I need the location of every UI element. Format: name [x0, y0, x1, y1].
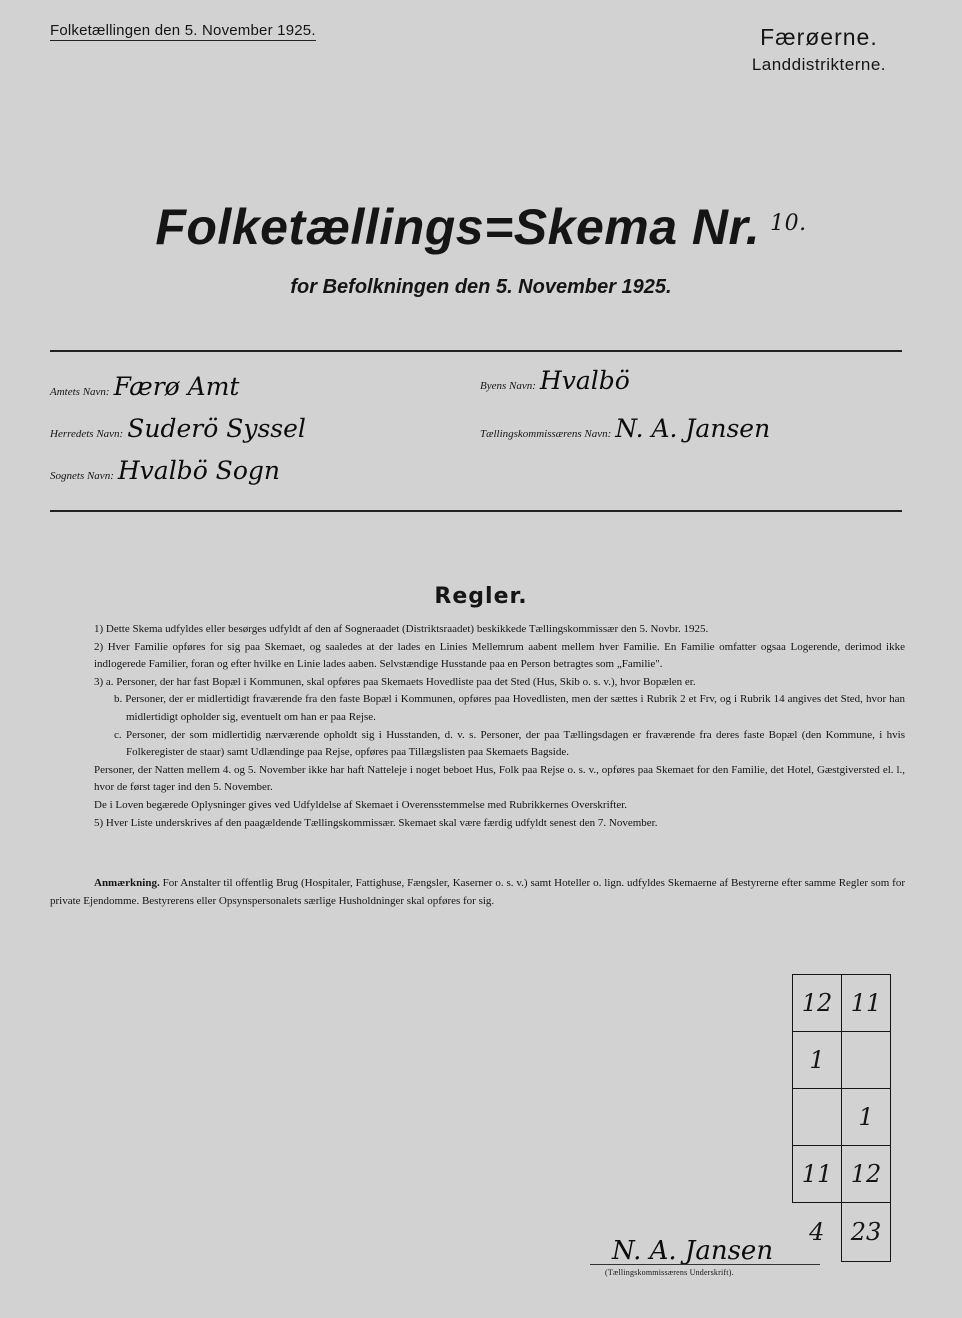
signature-caption: (Tællingskommissærens Underskrift).: [605, 1268, 734, 1277]
tally-row: [793, 1146, 891, 1203]
census-date-header: Folketællingen den 5. November 1925.: [50, 22, 316, 39]
herred-field: [50, 414, 306, 443]
rule-1: 1) Dette Skema udfyldes eller besørges udfyldt af den af Sogneraadet (Distriktsraadet) beskikkede Tællingskommissær den 5. Novbr. 1925.: [94, 623, 709, 635]
form-number: 10.: [770, 211, 807, 236]
subregion-name: Landdistrikterne.: [751, 55, 886, 74]
byen-field: [480, 366, 630, 395]
tally-cell: 12: [793, 975, 842, 1032]
sogn-value: Hvalbö Sogn: [117, 456, 280, 485]
rule-3b: b. Personer, der er midlertidigt fraværende fra den faste Bopæl i Kommunen, opføres paa Hovedlisten, men der sættes i Rubrik 2 et Frv, og i Rubrik 14 angives det Sted, hvor han midlertidigt opholder sig, eventuelt om han er paa Rejse.: [114, 693, 905, 723]
tally-cell: 11: [793, 1146, 842, 1203]
form-title: [0, 198, 962, 256]
rule-3d: Personer, der Natten mellem 4. og 5. November ikke har haft Natteleje i noget beboet Hus, Folk paa Rejse o. s. v., opføres paa Skemaet for den Familie, det Hotel, Gæstgiversted el. l., hvor de først tager ind den 5. November.: [94, 763, 905, 794]
amt-value: Færø Amt: [113, 372, 240, 401]
tally-cell: 1: [793, 1032, 842, 1089]
tally-row: [793, 1032, 891, 1089]
form-title-text: Folketællings=Skema Nr.: [155, 199, 761, 255]
tally-total-row: [793, 1203, 891, 1262]
signature-line: [590, 1264, 820, 1265]
region-block: [752, 24, 886, 75]
tally-cell: 23: [842, 1203, 891, 1262]
rule-3a: 3) a. Personer, der har fast Bopæl i Kommunen, skal opføres paa Skemaets Hovedliste paa det Sted (Hus, Skib o. s. v.), hvor Bopælen er.: [94, 675, 696, 688]
tally-cell: 12: [842, 1146, 891, 1203]
herred-value: Suderö Syssel: [127, 414, 306, 443]
kommissaer-value: N. A. Jansen: [615, 414, 771, 443]
herred-label: Herredets Navn:: [50, 428, 124, 440]
byen-value: Hvalbö: [539, 366, 630, 395]
rule-5: 5) Hver Liste underskrives af den paagældende Tællingskommissær. Skemaet skal være færdig udfyldt senest den 7. November.: [94, 816, 658, 829]
tally-cell: [793, 1089, 842, 1146]
amt-label: Amtets Navn:: [50, 386, 110, 398]
note-text: For Anstalter til offentlig Brug (Hospitaler, Fattighuse, Fængsler, Kaserner o. s. v.) samt Hoteller o. lign. udfyldes Skemaerne af Bestyrerne efter samme Regler som for private Ejendomme. Bestyrerens eller Opsynspersonalets særlige Husholdninger skal opføres for sig.: [50, 877, 905, 907]
rules-heading: Regler.: [434, 584, 528, 609]
sogn-field: [50, 456, 280, 485]
rules-text: [50, 621, 905, 832]
tally-cell: 11: [842, 975, 891, 1032]
kommissaer-field: [480, 414, 770, 443]
rule-2: 2) Hver Familie opføres for sig paa Skemaet, og saaledes at der lades en Linies Mellemrum aabent mellem hver Familie. En Familie omfatter ogsaa Logerende, derimod ikke indlogerede Familier, foran og efter hvilke en Linie lades aaben. Selvstændige Husstande paa en Person betragtes som „Familie".: [94, 640, 905, 671]
tally-row: [793, 1089, 891, 1146]
signature: N. A. Jansen: [612, 1236, 774, 1266]
form-subtitle: for Befolkningen den 5. November 1925.: [290, 276, 672, 298]
tally-cell: [842, 1032, 891, 1089]
note-paragraph: [50, 874, 905, 910]
amt-field: [50, 372, 239, 401]
tally-row: [793, 975, 891, 1032]
sogn-label: Sognets Navn:: [50, 470, 114, 482]
kommissaer-label: Tællingskommissærens Navn:: [480, 428, 612, 440]
byen-label: Byens Navn:: [480, 380, 536, 392]
note-label: Anmærkning.: [94, 877, 160, 889]
rule-3c: c. Personer, der som midlertidig nærværende opholdt sig i Husstanden, d. v. s. Personer, der paa Tællingsdagen er fraværende fra deres faste Bopæl (den Kommune, i hvis Folkeregister de staar) samt Udlændinge paa Rejse, opføres paa Tillægslisten paa Skemaets Bagside.: [114, 728, 905, 759]
tally-table: [792, 974, 891, 1262]
tally-cell: 4: [809, 1218, 825, 1247]
region-name: Færøerne.: [760, 24, 878, 50]
tally-cell: 1: [842, 1089, 891, 1146]
rule-4: De i Loven begærede Oplysninger gives ved Udfyldelse af Skemaet i Overensstemmelse med Rubrikkernes Overskrifter.: [94, 798, 628, 811]
divider-top: [50, 350, 902, 352]
divider-bottom: [50, 510, 902, 512]
